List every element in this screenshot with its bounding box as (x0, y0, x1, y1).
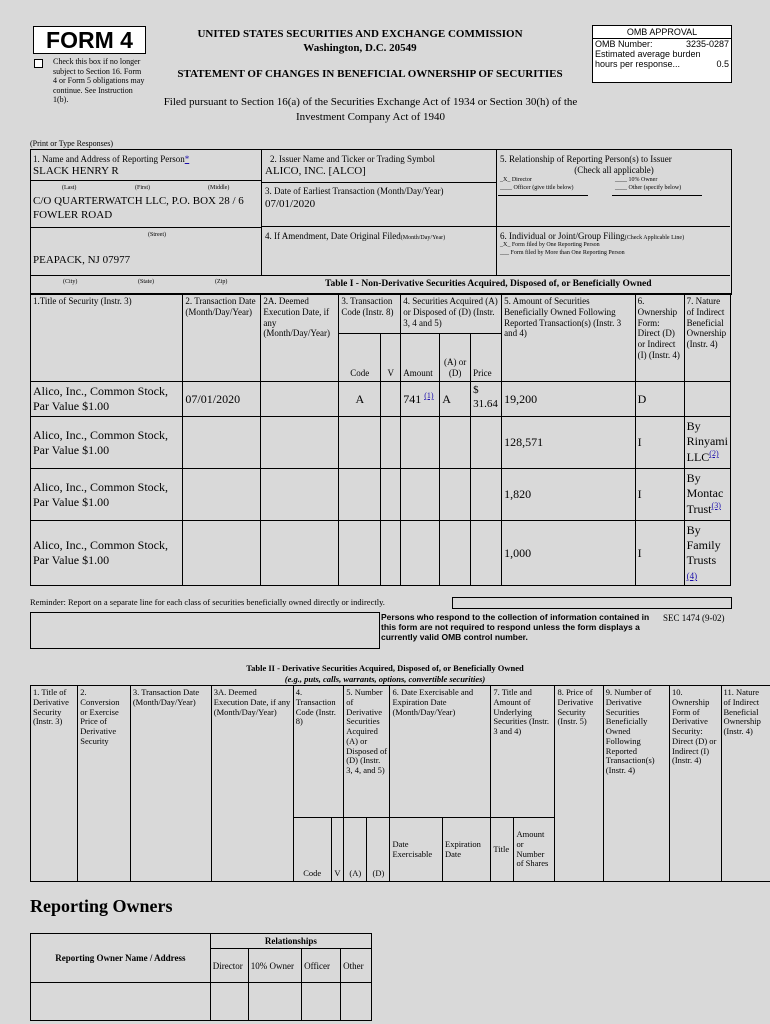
filed-pursuant: Filed pursuant to Section 16(a) of the Securities Exchange Act of 1934 or Section 30(h) of the Investment Company Act of 1940 (163, 96, 578, 123)
t2-h-number: 5. Number of Derivative Securities Acquired (A) or Disposed of (D) (Instr. 3, 4, and 5) (344, 686, 390, 818)
row-nature: By Rinyami LLC (686, 419, 728, 464)
form-title: FORM 4 (46, 27, 133, 53)
footnote-link[interactable]: (3) (711, 501, 721, 510)
row-amount: 741 (403, 392, 422, 406)
row-price (471, 417, 502, 469)
label-first: (First) (135, 185, 150, 191)
box4-sub: (Month/Day/Year) (400, 235, 446, 241)
table-row (31, 382, 731, 417)
row-aord (440, 469, 471, 521)
rel-other: ____ Other (specify below) (615, 185, 682, 191)
row-title: Alico, Inc., Common Stock, Par Value $1.00 (31, 417, 183, 469)
table2-title: Table II - Derivative Securities Acquired, Disposed of, or Beneficially Owned (246, 663, 524, 673)
statement-title: STATEMENT OF CHANGES IN BENEFICIAL OWNERSHIP OF SECURITIES (177, 68, 563, 80)
omb-number-label: OMB Number: (595, 39, 653, 49)
label-middle: (Middle) (208, 185, 230, 191)
row-form: I (635, 469, 684, 521)
t2-h-title: 1. Title of Derivative Security (Instr. 3) (31, 686, 78, 882)
row-deemed (261, 469, 339, 521)
row-date (183, 521, 261, 586)
row-owned: 1,820 (502, 469, 636, 521)
t2-h-deemed: 3A. Deemed Execution Date, if any (Month/Day/Year) (211, 686, 293, 882)
label-last: (Last) (62, 185, 77, 191)
box5-label: 5. Relationship of Reporting Person(s) to Issuer (500, 154, 672, 164)
box1-label (33, 154, 189, 164)
t2-h-code-sub: Code (293, 818, 331, 882)
table2-subtitle: (e.g., puts, calls, warrants, options, convertible securities) (284, 674, 486, 684)
persons-note: Persons who respond to the collection of information contained in this form are not required to respond unless the form displays a currently valid OMB control number. (381, 612, 650, 643)
agency-city: Washington, D.C. 20549 (303, 42, 417, 54)
t2-h-title-sub: Title (491, 818, 514, 882)
row-aord (440, 417, 471, 469)
t2-h-exp: Expiration Date (443, 818, 491, 882)
owner-director-header: Director (210, 949, 248, 983)
omb-approval-box (592, 25, 732, 83)
table-row (31, 469, 731, 521)
omb-number: 3235-0287 (685, 39, 729, 49)
t2-h-a: (A) (344, 818, 367, 882)
omb-hours: 0.5 (716, 59, 729, 69)
t1-h-v: V (381, 334, 401, 382)
row-price (471, 469, 502, 521)
row-v (381, 417, 401, 469)
owner-director (210, 983, 248, 1021)
row-v (381, 521, 401, 586)
row-date (183, 469, 261, 521)
row-price (471, 521, 502, 586)
table2 (30, 685, 770, 882)
row-code: A (339, 382, 381, 417)
label-state: (State) (138, 279, 154, 285)
row-nature: By Family Trusts (686, 523, 721, 567)
form-title-box (33, 26, 146, 54)
rel-officer: ____ Officer (give title below) (500, 185, 574, 191)
row-price: $ 31.64 (471, 382, 502, 417)
omb-title: OMB APPROVAL (593, 26, 731, 39)
t2-h-owned: 9. Number of Derivative Securities Beneficially Owned Following Reported Transaction(s) (Instr. 4) (603, 686, 669, 882)
owner-officer (302, 983, 341, 1021)
t1-h-title: 1.Title of Security (Instr. 3) (31, 294, 183, 382)
row-form: I (635, 417, 684, 469)
owner-ten-pct-header: 10% Owner (248, 949, 301, 983)
owner-other-header: Other (341, 949, 372, 983)
print-note: (Print or Type Responses) (30, 139, 114, 148)
row-amount (401, 469, 440, 521)
table1-title: Table I - Non-Derivative Securities Acquired, Disposed of, or Beneficially Owned (325, 279, 652, 289)
agency-title: UNITED STATES SECURITIES AND EXCHANGE COMMISSION (197, 28, 523, 40)
table-row (31, 521, 731, 586)
rel-ten-pct: ____ 10% Owner (615, 177, 658, 183)
t1-h-form: 6. Ownership Form: Direct (D) or Indirect (I) (Instr. 4) (635, 294, 684, 382)
row-aord (440, 521, 471, 586)
box1-label-text: 1. Name and Address of Reporting Person (33, 154, 185, 164)
t2-h-code: 4. Transaction Code (Instr. 8) (293, 686, 343, 818)
row-date: 07/01/2020 (183, 382, 261, 417)
t2-h-conversion: 2. Conversion or Exercise Price of Derivative Security (78, 686, 131, 882)
row-owned: 19,200 (502, 382, 636, 417)
t1-h-code-sub: Code (339, 334, 381, 382)
row-amount (401, 521, 440, 586)
owner-name (31, 983, 211, 1021)
relationships-header: Relationships (210, 934, 371, 949)
reporting-owners-heading: Reporting Owners (30, 896, 173, 916)
owner-officer-header: Officer (302, 949, 341, 983)
row-nature: By Montac Trust (686, 471, 724, 516)
filing-more: ___ Form filed by More than One Reporting Person (500, 250, 625, 256)
note-left-box (30, 612, 380, 649)
row-amount (401, 417, 440, 469)
footnote-link[interactable]: (1) (424, 391, 434, 400)
t2-h-exercisable: 6. Date Exercisable and Expiration Date (Month/Day/Year) (390, 686, 491, 818)
row-form: D (635, 382, 684, 417)
t1-h-deemed: 2A. Deemed Execution Date, if any (Month/Day/Year) (261, 294, 339, 382)
reporting-person-city: PEAPACK, NJ 07977 (33, 254, 131, 266)
row-aord: A (440, 382, 471, 417)
row-v (381, 382, 401, 417)
row-v (381, 469, 401, 521)
box6-sub: (Check Applicable Line) (624, 235, 685, 241)
label-street: (Street) (148, 232, 166, 238)
omb-number-row (593, 39, 731, 49)
owner-ten-pct (248, 983, 301, 1021)
row-deemed (261, 521, 339, 586)
row-code (339, 469, 381, 521)
reporting-owners-table (30, 933, 372, 1021)
table1 (30, 293, 731, 586)
row-title: Alico, Inc., Common Stock, Par Value $1.00 (31, 469, 183, 521)
reporting-person-address: C/O QUARTERWATCH LLC, P.O. BOX 28 / 6 FOWLER ROAD (33, 195, 244, 221)
box4-label-text: 4. If Amendment, Date Original Filed (265, 231, 401, 241)
t1-h-code: 3. Transaction Code (Instr. 8) (339, 294, 401, 334)
t2-h-v: V (331, 818, 344, 882)
reminder-bar (452, 597, 732, 609)
row-deemed (261, 417, 339, 469)
footnote-star-link[interactable]: * (184, 154, 190, 164)
t1-h-price: Price (471, 334, 502, 382)
earliest-transaction-date: 07/01/2020 (265, 198, 316, 210)
t2-h-price: 8. Price of Derivative Security (Instr. 5) (555, 686, 603, 882)
row-amount-cell (401, 382, 440, 417)
owner-name-header: Reporting Owner Name / Address (31, 934, 211, 983)
row-form: I (635, 521, 684, 586)
box3-label: 3. Date of Earliest Transaction (Month/Day/Year) (265, 186, 444, 196)
box6-label-text: 6. Individual or Joint/Group Filing (500, 231, 625, 241)
box6-label (500, 231, 684, 242)
rel-director: _X_ Director (500, 177, 532, 183)
no-longer-subject-checkbox[interactable] (34, 59, 43, 68)
t1-h-date: 2. Transaction Date (Month/Day/Year) (183, 294, 261, 382)
row-nature-cell (684, 469, 730, 521)
row-deemed (261, 382, 339, 417)
omb-burden: Estimated average burden (595, 49, 701, 59)
t1-h-amount: Amount (401, 334, 440, 382)
t2-h-date-ex: Date Exercisable (390, 818, 443, 882)
row-nature-cell (684, 417, 730, 469)
row-code (339, 521, 381, 586)
footnote-link[interactable]: (2) (709, 449, 719, 458)
row-nature (684, 382, 730, 417)
t2-h-date: 3. Transaction Date (Month/Day/Year) (130, 686, 211, 882)
t1-h-aord: (A) or (D) (440, 334, 471, 382)
reporting-person-name: SLACK HENRY R (33, 165, 119, 177)
t2-h-amount: Amount or Number of Shares (514, 818, 555, 882)
row-title: Alico, Inc., Common Stock, Par Value $1.00 (31, 382, 183, 417)
issuer-name: ALICO, INC. [ALCO] (265, 165, 366, 177)
omb-hours-row (593, 59, 731, 69)
omb-hours-label: hours per response... (595, 59, 681, 69)
owner-row (31, 983, 372, 1021)
row-date (183, 417, 261, 469)
t2-h-underlying: 7. Title and Amount of Underlying Securities (Instr. 3 and 4) (491, 686, 555, 818)
t2-h-d: (D) (367, 818, 390, 882)
reminder-text: Reminder: Report on a separate line for each class of securities beneficially owned directly or indirectly. (30, 597, 385, 607)
label-city: (City) (63, 279, 78, 285)
row-nature-cell (684, 521, 730, 586)
table-row (31, 417, 731, 469)
label-zip: (Zip) (215, 279, 228, 285)
t1-h-owned: 5. Amount of Securities Beneficially Owned Following Reported Transaction(s) (Instr. 3 and 4) (502, 294, 636, 382)
row-code (339, 417, 381, 469)
filing-one: _X_ Form filed by One Reporting Person (500, 242, 600, 248)
box5-sub: (Check all applicable) (574, 165, 654, 175)
t1-h-nature: 7. Nature of Indirect Beneficial Ownership (Instr. 4) (684, 294, 730, 382)
owner-other (341, 983, 372, 1021)
sec-code: SEC 1474 (9-02) (663, 613, 725, 623)
box4-label (265, 231, 445, 242)
box2-label: 2. Issuer Name and Ticker or Trading Symbol (270, 154, 435, 164)
t1-h-acquired: 4. Securities Acquired (A) or Disposed of (D) (Instr. 3, 4 and 5) (401, 294, 502, 334)
footnote-link[interactable]: (4) (686, 571, 698, 581)
t2-h-nature: 11. Nature of Indirect Beneficial Ownership (Instr. 4) (721, 686, 770, 882)
row-owned: 128,571 (502, 417, 636, 469)
row-title: Alico, Inc., Common Stock, Par Value $1.00 (31, 521, 183, 586)
checkbox-text: Check this box if no longer subject to Section 16. Form 4 or Form 5 obligations may continue. See Instruction 1(b). (53, 57, 145, 105)
row-owned: 1,000 (502, 521, 636, 586)
t2-h-form: 10. Ownership Form of Derivative Security: Direct (D) or Indirect (I) (Instr. 4) (670, 686, 722, 882)
